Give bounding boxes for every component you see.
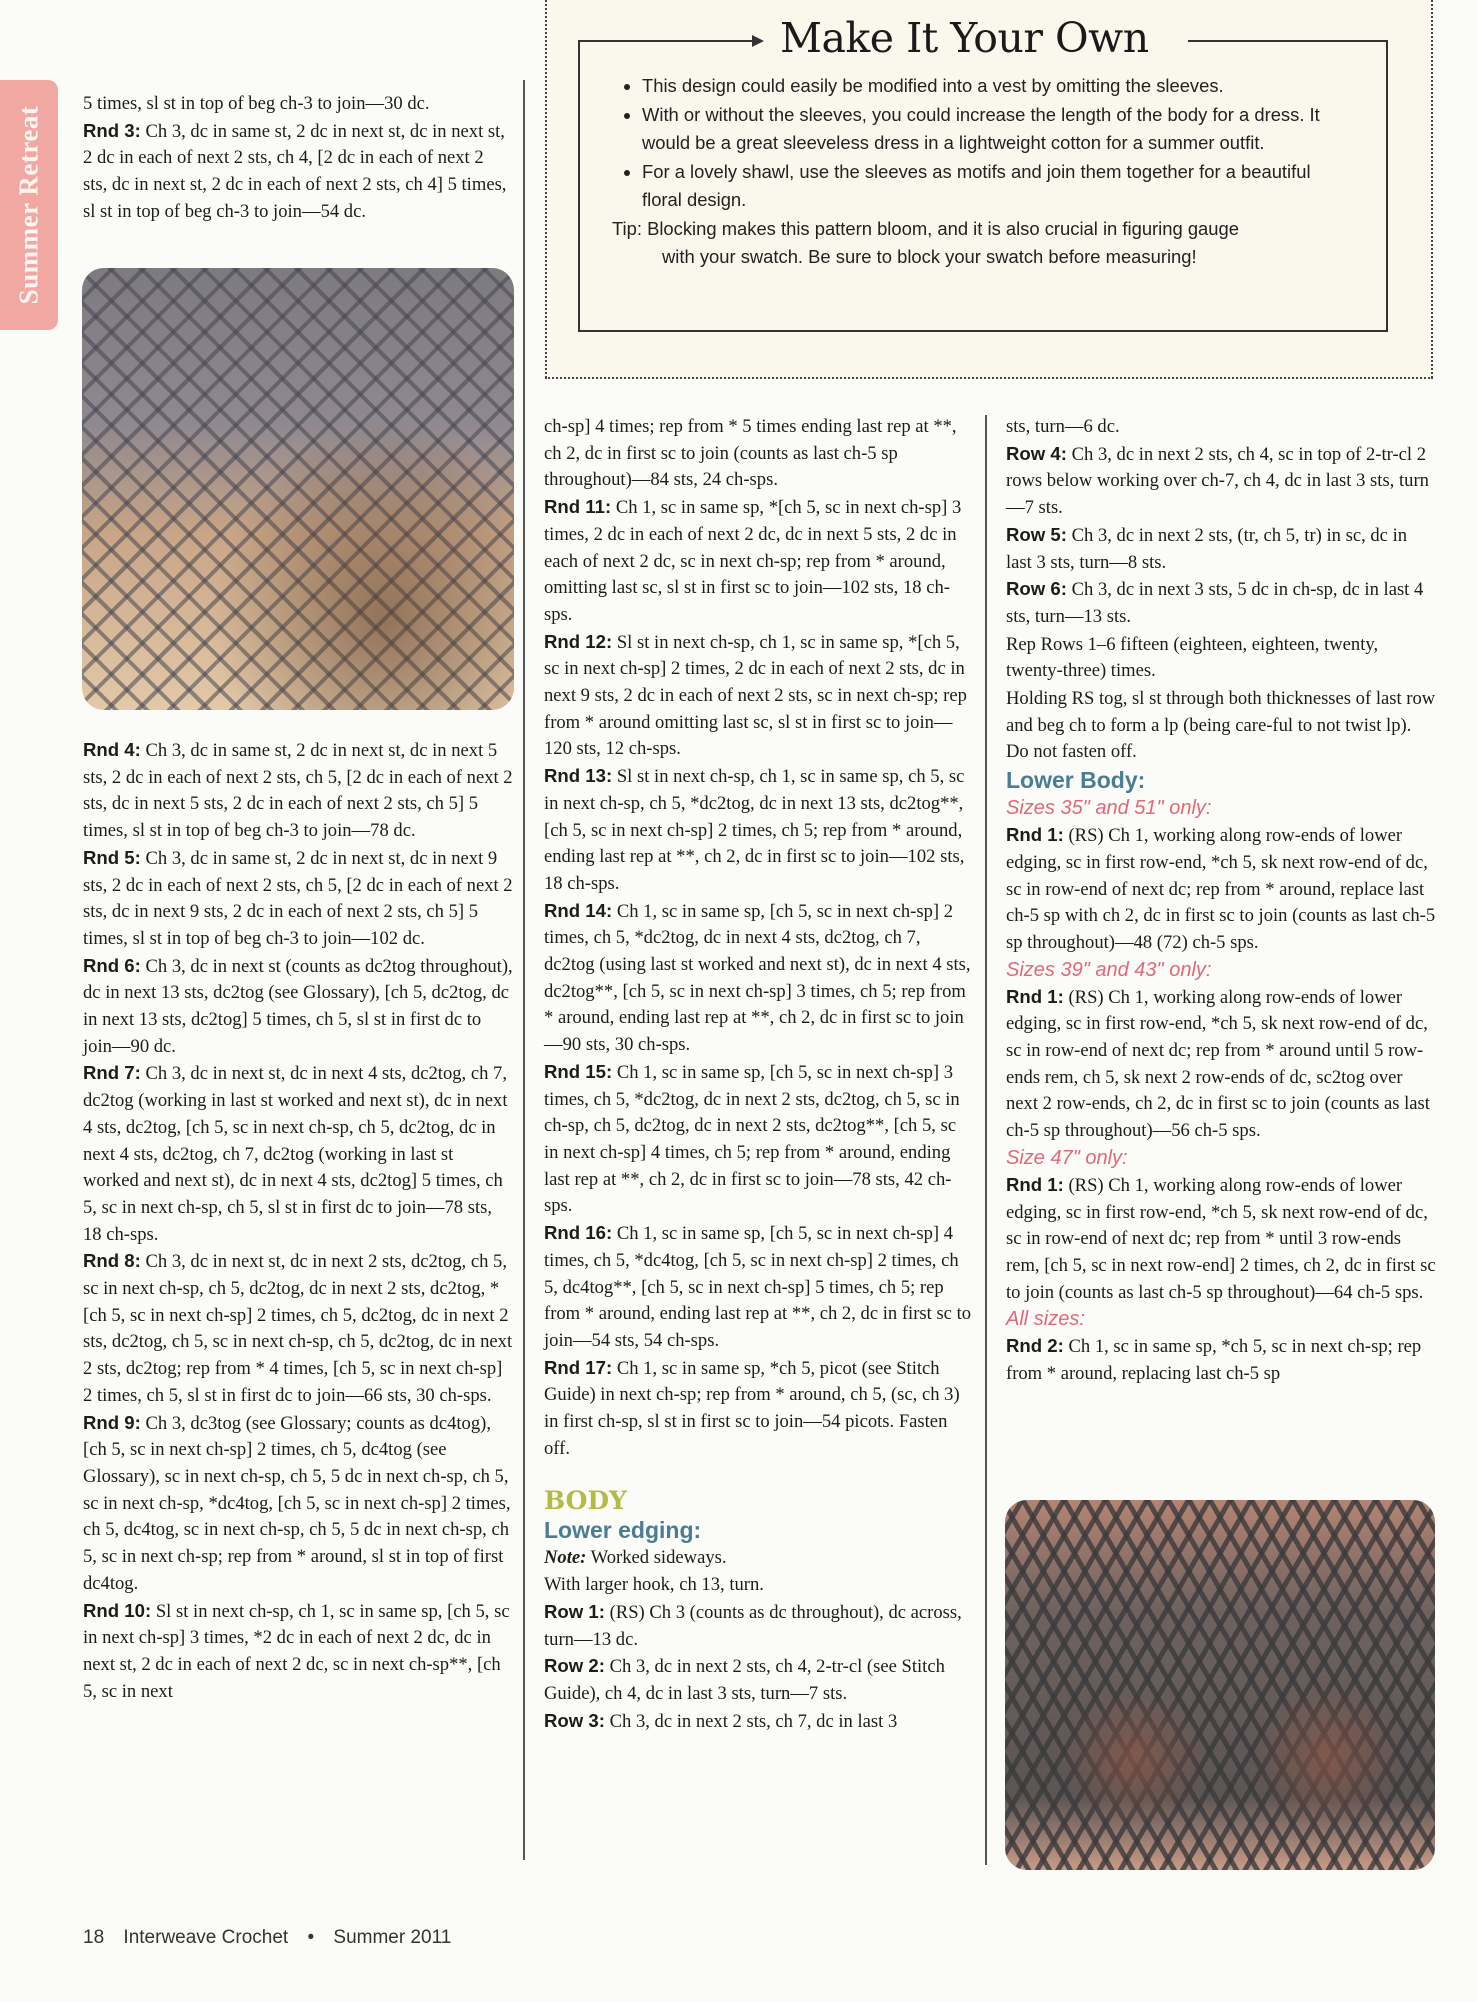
row-label: Row 2: bbox=[544, 1655, 605, 1677]
round-label: Rnd 11: bbox=[544, 496, 612, 518]
pattern-paragraph: Holding RS tog, sl st through both thicknesses of last row and beg ch to form a lp (being care-ful to not twist lp). Do not fasten off. bbox=[1006, 688, 1436, 763]
sidebar-bullet: • For a lovely shawl, use the sleeves as motifs and join them together for a beautiful floral design. bbox=[642, 158, 1352, 215]
sidebar-dotted-border-left bbox=[545, 0, 547, 378]
sidebar-tip-line-1: Tip: Blocking makes this pattern bloom, and it is also crucial in figuring gauge bbox=[612, 217, 1239, 239]
column-divider-2 bbox=[985, 415, 987, 1865]
pattern-paragraph: Rnd 12: Sl st in next ch-sp, ch 1, sc in same sp, *[ch 5, sc in next ch-sp] 2 times, 2 dc in each of next 2 sts, dc in next 9 sts, 2 dc in each of next 2 sts, sc in next ch-sp; rep from * around omitting last sc, sl st in first sc to join—120 sts, 12 ch-sps. bbox=[544, 630, 967, 760]
pattern-paragraph: Row 6: Ch 3, dc in next 3 sts, 5 dc in ch-sp, dc in last 4 sts, turn—13 sts. bbox=[1006, 578, 1424, 627]
shawl-detail-photo bbox=[82, 268, 514, 710]
section-heading-body: BODY bbox=[544, 1486, 627, 1516]
page-number: 18 bbox=[83, 1927, 105, 1948]
round-label: Rnd 1: bbox=[1006, 985, 1064, 1007]
pattern-paragraph: Rnd 1: (RS) Ch 1, working along row-ends of lower edging, sc in first row-end, *ch 5, sk next row-end of dc, sc in row-end of next dc; rep from * until 3 row-ends rem, [ch 5, sc in next row-end] 2 times, ch 2, dc in first sc to join (counts as last ch-5 sp throughout)—64 ch-5 sps. bbox=[1006, 1173, 1436, 1303]
round-label: Rnd 2: bbox=[1006, 1335, 1064, 1357]
pattern-paragraph: Rnd 2: Ch 1, sc in same sp, *ch 5, sc in next ch-sp; rep from * around, replacing last ch-5 sp bbox=[1006, 1335, 1422, 1385]
column-2 bbox=[544, 413, 972, 1735]
round-label: Rnd 5: bbox=[83, 846, 141, 868]
round-label: Rnd 15: bbox=[544, 1060, 613, 1082]
pattern-paragraph: Rnd 6: Ch 3, dc in next st (counts as dc2tog throughout), dc in next 13 sts, dc2tog (see Glossary), [ch 5, dc2tog, dc in next 13 sts, dc2tog] 5 times, ch 5, sl st in first dc to join—90 dc. bbox=[83, 954, 513, 1057]
round-label: Rnd 16: bbox=[544, 1222, 613, 1244]
round-label: Rnd 6: bbox=[83, 954, 141, 976]
pattern-paragraph: Rnd 17: Ch 1, sc in same sp, *ch 5, picot (see Stitch Guide) in next ch-sp; rep from * around, ch 5, (sc, ch 3) in first ch-sp, sl st in first sc to join—54 picots. Fasten off. bbox=[544, 1356, 960, 1459]
pattern-paragraph: Rnd 11: Ch 1, sc in same sp, *[ch 5, sc in next ch-sp] 3 times, 2 dc in each of next 2 dc, dc in next 5 sts, 2 dc in each of next 2 dc, sc in next ch-sp; rep from * around, omitting last sc, sl st in first sc to join—102 sts, 18 ch-sps. bbox=[544, 496, 962, 625]
sidebar-tip-line-2: with your swatch. Be sure to block your swatch before measuring! bbox=[662, 246, 1197, 267]
row-label: Row 6: bbox=[1006, 578, 1067, 600]
pattern-paragraph: Row 2: Ch 3, dc in next 2 sts, ch 4, 2-tr-cl (see Stitch Guide), ch 4, dc in last 3 sts, turn—7 sts. bbox=[544, 1655, 945, 1704]
note-label: Note: bbox=[544, 1547, 587, 1569]
round-label: Rnd 17: bbox=[544, 1356, 613, 1378]
round-label: Rnd 1: bbox=[1006, 1173, 1064, 1195]
pattern-paragraph: Rnd 4: Ch 3, dc in same st, 2 dc in next st, dc in next 5 sts, 2 dc in each of next 2 sts, ch 5, [2 dc in each of next 2 sts, dc in next 5 sts, 2 dc in each of next 2 sts, ch 5] 5 times, sl st in top of beg ch-3 to join—78 dc. bbox=[83, 739, 513, 842]
round-label: Rnd 8: bbox=[83, 1250, 141, 1272]
size-heading: Sizes 39" and 43" only: bbox=[1006, 958, 1212, 981]
round-label: Rnd 14: bbox=[544, 899, 613, 921]
issue-name: Summer 2011 bbox=[333, 1927, 452, 1948]
pattern-paragraph: Rnd 13: Sl st in next ch-sp, ch 1, sc in same sp, ch 5, sc in next ch-sp, ch 5, *dc2tog, dc in next 13 sts, dc2tog**, [ch 5, sc in next ch-sp] 2 times, ch 5; rep from * around, ending last rep at **, ch 2, dc in first sc to join—102 sts, 18 ch-sps. bbox=[544, 765, 965, 894]
size-heading: Sizes 35" and 51" only: bbox=[1006, 797, 1212, 820]
pattern-paragraph: With larger hook, ch 13, turn. bbox=[544, 1574, 764, 1596]
section-tab bbox=[0, 80, 58, 330]
sidebar-tip bbox=[612, 215, 1352, 272]
subheading-lower-body: Lower Body: bbox=[1006, 767, 1146, 794]
sidebar-dotted-border-bottom bbox=[545, 377, 1433, 379]
round-label: Rnd 10: bbox=[83, 1599, 152, 1621]
pattern-paragraph: Rnd 3: Ch 3, dc in same st, 2 dc in next st, dc in next st, 2 dc in each of next 2 sts, ch 4, [2 dc in each of next 2 sts, dc in next st, 2 dc in each of next 2 sts, ch 4] 5 times, sl st in top of beg ch-3 to join—54 dc. bbox=[83, 119, 507, 222]
round-label: Rnd 1: bbox=[1006, 824, 1064, 846]
lower-body-detail-photo bbox=[1005, 1500, 1435, 1870]
sidebar-bullet: • This design could easily be modified into a vest by omitting the sleeves. bbox=[642, 72, 1352, 101]
pattern-paragraph: Rnd 1: (RS) Ch 1, working along row-ends of lower edging, sc in first row-end, *ch 5, sk next row-end of dc, sc in row-end of next dc; rep from * around, replace last ch-5 sp with ch 2, dc in first sc to join (counts as last ch-5 sp throughout)—48 (72) ch-5 sps. bbox=[1006, 824, 1436, 953]
pattern-paragraph: Rnd 15: Ch 1, sc in same sp, [ch 5, sc in next ch-sp] 3 times, ch 5, *dc2tog, dc in next 2 sts, dc2tog, ch 5, sc in ch-sp, ch 5, dc2tog, dc in next 2 sts, dc2tog**, [ch 5, sc in next ch-sp] 4 times, ch 5; rep from * around, ending last rep at **, ch 2, dc in first sc to join—78 sts, 42 ch-sps. bbox=[544, 1060, 960, 1217]
column-1-bottom bbox=[83, 737, 513, 1705]
round-label: Rnd 13: bbox=[544, 765, 613, 787]
column-divider-1 bbox=[523, 80, 525, 1860]
footer-bullet: • bbox=[307, 1927, 315, 1948]
sidebar-bullet: • With or without the sleeves, you could increase the length of the body for a dress. It would be a great sleeveless dress in a lightweight cotton for a summer outfit. bbox=[642, 101, 1352, 158]
sidebar-content bbox=[612, 72, 1352, 272]
pattern-paragraph: Rnd 1: (RS) Ch 1, working along row-ends of lower edging, sc in first row-end, *ch 5, sk next row-end of dc, sc in row-end of next dc; rep from * around until 5 row-ends rem, ch 5, sk next 2 row-ends of dc, sc2tog over next 2 row-ends, ch 2, dc in first sc to join (counts as last ch-5 sp throughout)—56 ch-5 sps. bbox=[1006, 985, 1430, 1142]
pattern-paragraph: Rep Rows 1–6 fifteen (eighteen, eighteen, twenty, twenty-three) times. bbox=[1006, 633, 1379, 682]
row-label: Row 1: bbox=[544, 1600, 605, 1622]
column-1-top bbox=[83, 90, 508, 226]
pattern-paragraph: Rnd 8: Ch 3, dc in next st, dc in next 2 sts, dc2tog, ch 5, sc in next ch-sp, ch 5, dc2tog, dc in next 2 sts, dc2tog, *[ch 5, sc in next ch-sp] 2 times, ch 5, dc2tog, dc in next 2 sts, dc2tog, ch 5, sc in next ch-sp, ch 5, dc2tog, dc in next 2 sts, dc2tog; rep from * 4 times, [ch 5, sc in next ch-sp] 2 times, ch 5, sl st in first dc to join—66 sts, 30 ch-sps. bbox=[83, 1250, 513, 1406]
pattern-paragraph: Row 3: Ch 3, dc in next 2 sts, ch 7, dc in last 3 bbox=[544, 1709, 898, 1732]
sidebar-frame-line-right bbox=[1188, 40, 1386, 42]
sidebar-title: Make It Your Own bbox=[780, 14, 1149, 62]
pattern-paragraph: Rnd 5: Ch 3, dc in same st, 2 dc in next st, dc in next 9 sts, 2 dc in each of next 2 sts, ch 5, [2 dc in each of next 2 sts, dc in next 9 sts, 2 dc in each of next 2 sts, ch 5] 5 times, sl st in top of beg ch-3 to join—102 dc. bbox=[83, 846, 513, 949]
pattern-paragraph: 5 times, sl st in top of beg ch-3 to join—30 dc. bbox=[83, 93, 430, 114]
pattern-paragraph: Rnd 14: Ch 1, sc in same sp, [ch 5, sc in next ch-sp] 2 times, ch 5, *dc2tog, dc in next 4 sts, dc2tog, ch 7, dc2tog (using last st worked and next st), dc in next 4 sts, dc2tog**, [ch 5, sc in next ch-sp] 3 times, ch 5; rep from * around, ending last rep at **, ch 2, dc in first sc to join—90 sts, 30 ch-sps. bbox=[544, 899, 971, 1056]
pattern-paragraph: sts, turn—6 dc. bbox=[1006, 416, 1120, 437]
pattern-paragraph: Rnd 9: Ch 3, dc3tog (see Glossary; counts as dc4tog), [ch 5, sc in next ch-sp] 2 times, ch 5, dc4tog (see Glossary), sc in next ch-sp, ch 5, 5 dc in next ch-sp, ch 5, sc in next ch-sp, *dc4tog, [ch 5, sc in next ch-sp] 2 times, ch 5, dc4tog, sc in next ch-sp, ch 5, 5 dc in next ch-sp, ch 5, sc in next ch-sp; rep from * around, sl st in top of first dc4tog. bbox=[83, 1411, 511, 1594]
pattern-paragraph: Row 5: Ch 3, dc in next 2 sts, (tr, ch 5, tr) in sc, dc in last 3 sts, turn—8 sts. bbox=[1006, 523, 1408, 573]
round-label: Rnd 4: bbox=[83, 739, 141, 760]
size-heading: All sizes: bbox=[1006, 1308, 1085, 1331]
sidebar-bullet-list bbox=[612, 72, 1352, 215]
pattern-paragraph: Rnd 16: Ch 1, sc in same sp, [ch 5, sc in next ch-sp] 4 times, ch 5, *dc4tog, [ch 5, sc in next ch-sp] 2 times, ch 5, dc4tog**, [ch 5, sc in next ch-sp] 5 times, ch 5; rep from * around, ending last rep at **, ch 2, dc in first sc to join—54 sts, 54 ch-sps. bbox=[544, 1222, 972, 1351]
pattern-paragraph: Rnd 7: Ch 3, dc in next st, dc in next 4 sts, dc2tog, ch 7, dc2tog (working in last st worked and next st), dc in next 4 sts, dc2tog, [ch 5, sc in next ch-sp, ch 5, dc2tog, dc in next 4 sts, dc2tog, ch 7, dc2tog (working in last st worked and next st), dc in next 4 sts, dc2tog] 5 times, ch 5, sc in next ch-sp, ch 5, sl st in first dc to join—78 sts, 18 ch-sps. bbox=[83, 1062, 508, 1245]
pattern-paragraph: ch-sp] 4 times; rep from * 5 times ending last rep at **, ch 2, dc in first sc to join (counts as last ch-5 sp throughout)—84 sts, 24 ch-sps. bbox=[544, 416, 957, 491]
sidebar-frame-line-left bbox=[578, 40, 753, 42]
row-label: Row 3: bbox=[544, 1709, 605, 1731]
row-label: Row 5: bbox=[1006, 523, 1067, 545]
page-footer bbox=[83, 1927, 465, 1949]
pattern-paragraph: Row 1: (RS) Ch 3 (counts as dc throughout), dc across, turn—13 dc. bbox=[544, 1600, 962, 1650]
pattern-paragraph: Row 4: Ch 3, dc in next 2 sts, ch 4, sc in top of 2-tr-cl 2 rows below working over ch-7, ch 4, dc in last 3 sts, turn—7 sts. bbox=[1006, 442, 1429, 519]
column-3 bbox=[1006, 413, 1436, 1388]
pattern-paragraph: Rnd 10: Sl st in next ch-sp, ch 1, sc in same sp, [ch 5, sc in next ch-sp] 3 times, *2 dc in each of next 2 dc, dc in next st, 2 dc in each of next 2 dc, sc in next ch-sp**, [ch 5, sc in next bbox=[83, 1599, 510, 1702]
row-label: Row 4: bbox=[1006, 442, 1067, 464]
arrow-right-icon bbox=[752, 35, 764, 47]
round-label: Rnd 12: bbox=[544, 630, 613, 652]
section-tab-label: Summer Retreat bbox=[13, 105, 44, 305]
round-label: Rnd 7: bbox=[83, 1062, 141, 1084]
round-label: Rnd 3: bbox=[83, 119, 141, 141]
note-paragraph: Note: Worked sideways. bbox=[544, 1547, 727, 1569]
subheading-lower-edging: Lower edging: bbox=[544, 1517, 702, 1544]
size-heading: Size 47" only: bbox=[1006, 1146, 1128, 1169]
sidebar-dotted-border-right bbox=[1431, 0, 1433, 378]
publication-name: Interweave Crochet bbox=[123, 1927, 289, 1948]
round-label: Rnd 9: bbox=[83, 1411, 141, 1433]
